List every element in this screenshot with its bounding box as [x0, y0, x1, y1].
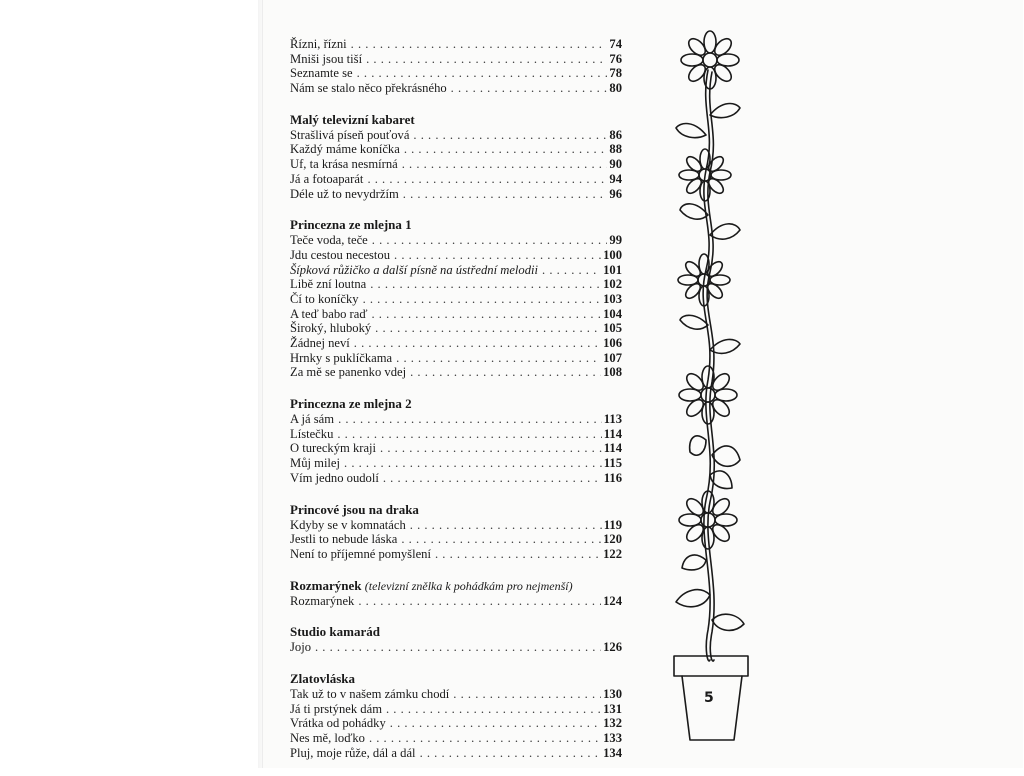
entry-title: Mniši jsou tiší: [290, 51, 363, 66]
dot-leader: [410, 518, 602, 533]
entry-page-number: 96: [609, 186, 622, 201]
toc-entry: [290, 277, 622, 292]
entry-title: O tureckým kraji: [290, 441, 377, 456]
toc-entry: [290, 128, 622, 143]
toc-section: [290, 217, 622, 380]
section-heading-text: Princezna ze mlejna 1: [290, 217, 412, 233]
dot-leader: [338, 412, 602, 427]
toc-entry: [290, 351, 622, 366]
entry-title: Kdyby se v komnatách: [290, 517, 406, 532]
toc-entry: [290, 731, 622, 746]
entry-title: Můj milej: [290, 456, 341, 471]
section-heading: [290, 396, 622, 412]
toc-entry: [290, 233, 622, 248]
toc-entry: [290, 292, 622, 307]
toc-section: [290, 624, 622, 655]
dot-leader: [396, 351, 601, 366]
toc-section: [290, 671, 622, 760]
dot-leader: [420, 746, 602, 761]
section-heading-text: Malý televizní kabaret: [290, 111, 415, 127]
entry-page-number: 101: [603, 262, 622, 277]
toc-entry: [290, 687, 622, 702]
flower-in-pot-illustration: [660, 20, 760, 760]
toc-entry: [290, 594, 622, 609]
entry-title: Jdu cestou necestou: [290, 247, 391, 262]
dot-leader: [371, 307, 601, 322]
entry-title: Rozmarýnek: [290, 593, 355, 608]
section-heading: [290, 112, 622, 128]
toc-entry: [290, 157, 622, 172]
toc-entry: [290, 37, 622, 52]
dot-leader: [357, 66, 608, 81]
entry-title: Jestli to nebude láska: [290, 532, 398, 547]
entry-title: Čí to koníčky: [290, 291, 359, 306]
entry-page-number: 88: [609, 142, 622, 157]
dot-leader: [403, 187, 608, 202]
entry-page-number: 99: [609, 233, 622, 248]
section-heading-text: Studio kamarád: [290, 624, 380, 640]
entry-title: Každý máme koníčka: [290, 142, 400, 157]
dot-leader: [380, 441, 602, 456]
toc-entry: [290, 746, 622, 761]
table-of-contents: [290, 37, 622, 776]
entry-page-number: 104: [603, 306, 622, 321]
toc-entry: [290, 81, 622, 96]
entry-page-number: 134: [603, 745, 622, 760]
dot-leader: [337, 427, 601, 442]
dot-leader: [453, 687, 601, 702]
entry-title: Vím jedno oudolí: [290, 470, 379, 485]
toc-entry: [290, 427, 622, 442]
entry-title: Strašlivá píseň pouťová: [290, 127, 410, 142]
dot-leader: [366, 52, 607, 67]
dot-leader: [369, 731, 601, 746]
dot-leader: [370, 277, 601, 292]
dot-leader: [401, 532, 601, 547]
dot-leader: [410, 365, 601, 380]
section-heading-text: Princezna ze mlejna 2: [290, 396, 412, 412]
dot-leader: [351, 37, 608, 52]
entry-title: Nám se stalo něco překrásného: [290, 81, 447, 96]
toc-entry: [290, 187, 622, 202]
entry-page-number: 103: [603, 291, 622, 306]
toc-entry: [290, 172, 622, 187]
toc-entry: [290, 471, 622, 486]
toc-entry: [290, 336, 622, 351]
section-heading: [290, 217, 622, 233]
section-subheading: (televizní znělka k pohádkám pro nejmenší): [364, 578, 573, 593]
toc-entry: [290, 547, 622, 562]
entry-page-number: 119: [603, 517, 622, 532]
toc-entry: [290, 142, 622, 157]
dot-leader: [542, 263, 601, 278]
toc-entry: [290, 518, 622, 533]
entry-title: Uf, ta krása nesmírná: [290, 157, 398, 172]
entry-page-number: 126: [603, 640, 622, 655]
toc-section: [290, 112, 622, 201]
dot-leader: [344, 456, 602, 471]
entry-page-number: 74: [609, 37, 622, 51]
toc-entry: [290, 702, 622, 717]
dot-leader: [375, 321, 601, 336]
entry-page-number: 80: [609, 81, 622, 96]
toc-entry: [290, 441, 622, 456]
entry-page-number: 122: [603, 546, 622, 561]
section-heading: [290, 502, 622, 518]
page-number: 5: [704, 690, 714, 706]
entry-page-number: 107: [603, 350, 622, 365]
entry-page-number: 108: [603, 365, 622, 380]
entry-page-number: 94: [609, 171, 622, 186]
toc-entry: [290, 307, 622, 322]
toc-entry: [290, 52, 622, 67]
toc-section: [290, 578, 622, 609]
dot-leader: [363, 292, 602, 307]
section-heading: [290, 624, 622, 640]
toc-section: [290, 396, 622, 485]
dot-leader: [435, 547, 601, 562]
entry-page-number: 106: [603, 336, 622, 350]
entry-title: Seznamte se: [290, 66, 353, 81]
entry-title: Tak už to v našem zámku chodí: [290, 686, 450, 701]
dot-leader: [390, 716, 601, 731]
entry-page-number: 113: [603, 412, 622, 427]
dot-leader: [315, 640, 601, 655]
entry-title: Jojo: [290, 640, 311, 655]
entry-title: Za mě se panenko vdej: [290, 365, 407, 380]
entry-title: Déle už to nevydržím: [290, 186, 399, 201]
entry-page-number: 90: [609, 157, 622, 172]
entry-page-number: 133: [603, 731, 622, 745]
dot-leader: [404, 142, 608, 157]
entry-page-number: 120: [603, 532, 622, 547]
section-heading-text: Zlatovláska: [290, 670, 356, 686]
toc-entry: [290, 640, 622, 655]
section-heading-text: Princové jsou na draka: [290, 501, 419, 517]
toc-entry: [290, 716, 622, 731]
dot-leader: [358, 594, 601, 609]
toc-entry: [290, 365, 622, 380]
entry-page-number: 102: [603, 277, 622, 292]
dot-leader: [367, 172, 607, 187]
entry-page-number: 124: [603, 593, 622, 608]
entry-page-number: 132: [603, 716, 622, 731]
dot-leader: [372, 233, 608, 248]
section-heading-text: Rozmarýnek: [290, 577, 362, 593]
entry-page-number: 115: [603, 456, 622, 471]
entry-page-number: 114: [603, 441, 622, 456]
entry-page-number: 100: [603, 247, 622, 262]
entry-title: Já ti prstýnek dám: [290, 701, 382, 716]
dot-leader: [402, 157, 608, 172]
dot-leader: [451, 81, 608, 96]
entry-page-number: 86: [609, 127, 622, 142]
entry-page-number: 105: [603, 321, 622, 336]
dot-leader: [394, 248, 601, 263]
toc-entry: [290, 248, 622, 263]
entry-title: Šípková růžičko a další písně na ústřední melodii: [290, 262, 539, 277]
toc-entry: [290, 532, 622, 547]
dot-leader: [413, 128, 607, 143]
entry-title: Pluj, moje růže, dál a dál: [290, 745, 416, 760]
dot-leader: [354, 336, 601, 351]
toc-entry: [290, 412, 622, 427]
toc-section: [290, 502, 622, 562]
entry-title: Není to příjemné pomyšlení: [290, 546, 431, 561]
entry-title: Teče voda, teče: [290, 233, 368, 248]
section-heading: [290, 671, 622, 687]
entry-title: Vrátka od pohádky: [290, 716, 386, 731]
entry-title: A já sám: [290, 412, 335, 427]
entry-title: Žádnej neví: [290, 336, 350, 350]
dot-leader: [383, 471, 602, 486]
entry-title: Já a fotoaparát: [290, 171, 364, 186]
dot-leader: [386, 702, 601, 717]
entry-page-number: 78: [609, 66, 622, 81]
entry-page-number: 76: [609, 51, 622, 66]
entry-title: Libě zní loutna: [290, 277, 367, 292]
entry-page-number: 130: [603, 686, 622, 701]
entry-page-number: 116: [603, 470, 622, 485]
section-heading: [290, 578, 622, 594]
entry-page-number: 114: [603, 426, 622, 441]
entry-title: Lístečku: [290, 426, 334, 441]
toc-entry: [290, 263, 622, 278]
entry-title: Řízni, řízni: [290, 37, 347, 51]
entry-title: Široký, hluboký: [290, 321, 372, 336]
entry-title: Hrnky s puklíčkama: [290, 350, 393, 365]
toc-entry: [290, 456, 622, 471]
entry-page-number: 131: [603, 701, 622, 716]
toc-entry: [290, 66, 622, 81]
entry-title: Nes mě, loďko: [290, 731, 365, 745]
toc-section: [290, 37, 622, 96]
entry-title: A teď babo raď: [290, 306, 368, 321]
toc-entry: [290, 321, 622, 336]
